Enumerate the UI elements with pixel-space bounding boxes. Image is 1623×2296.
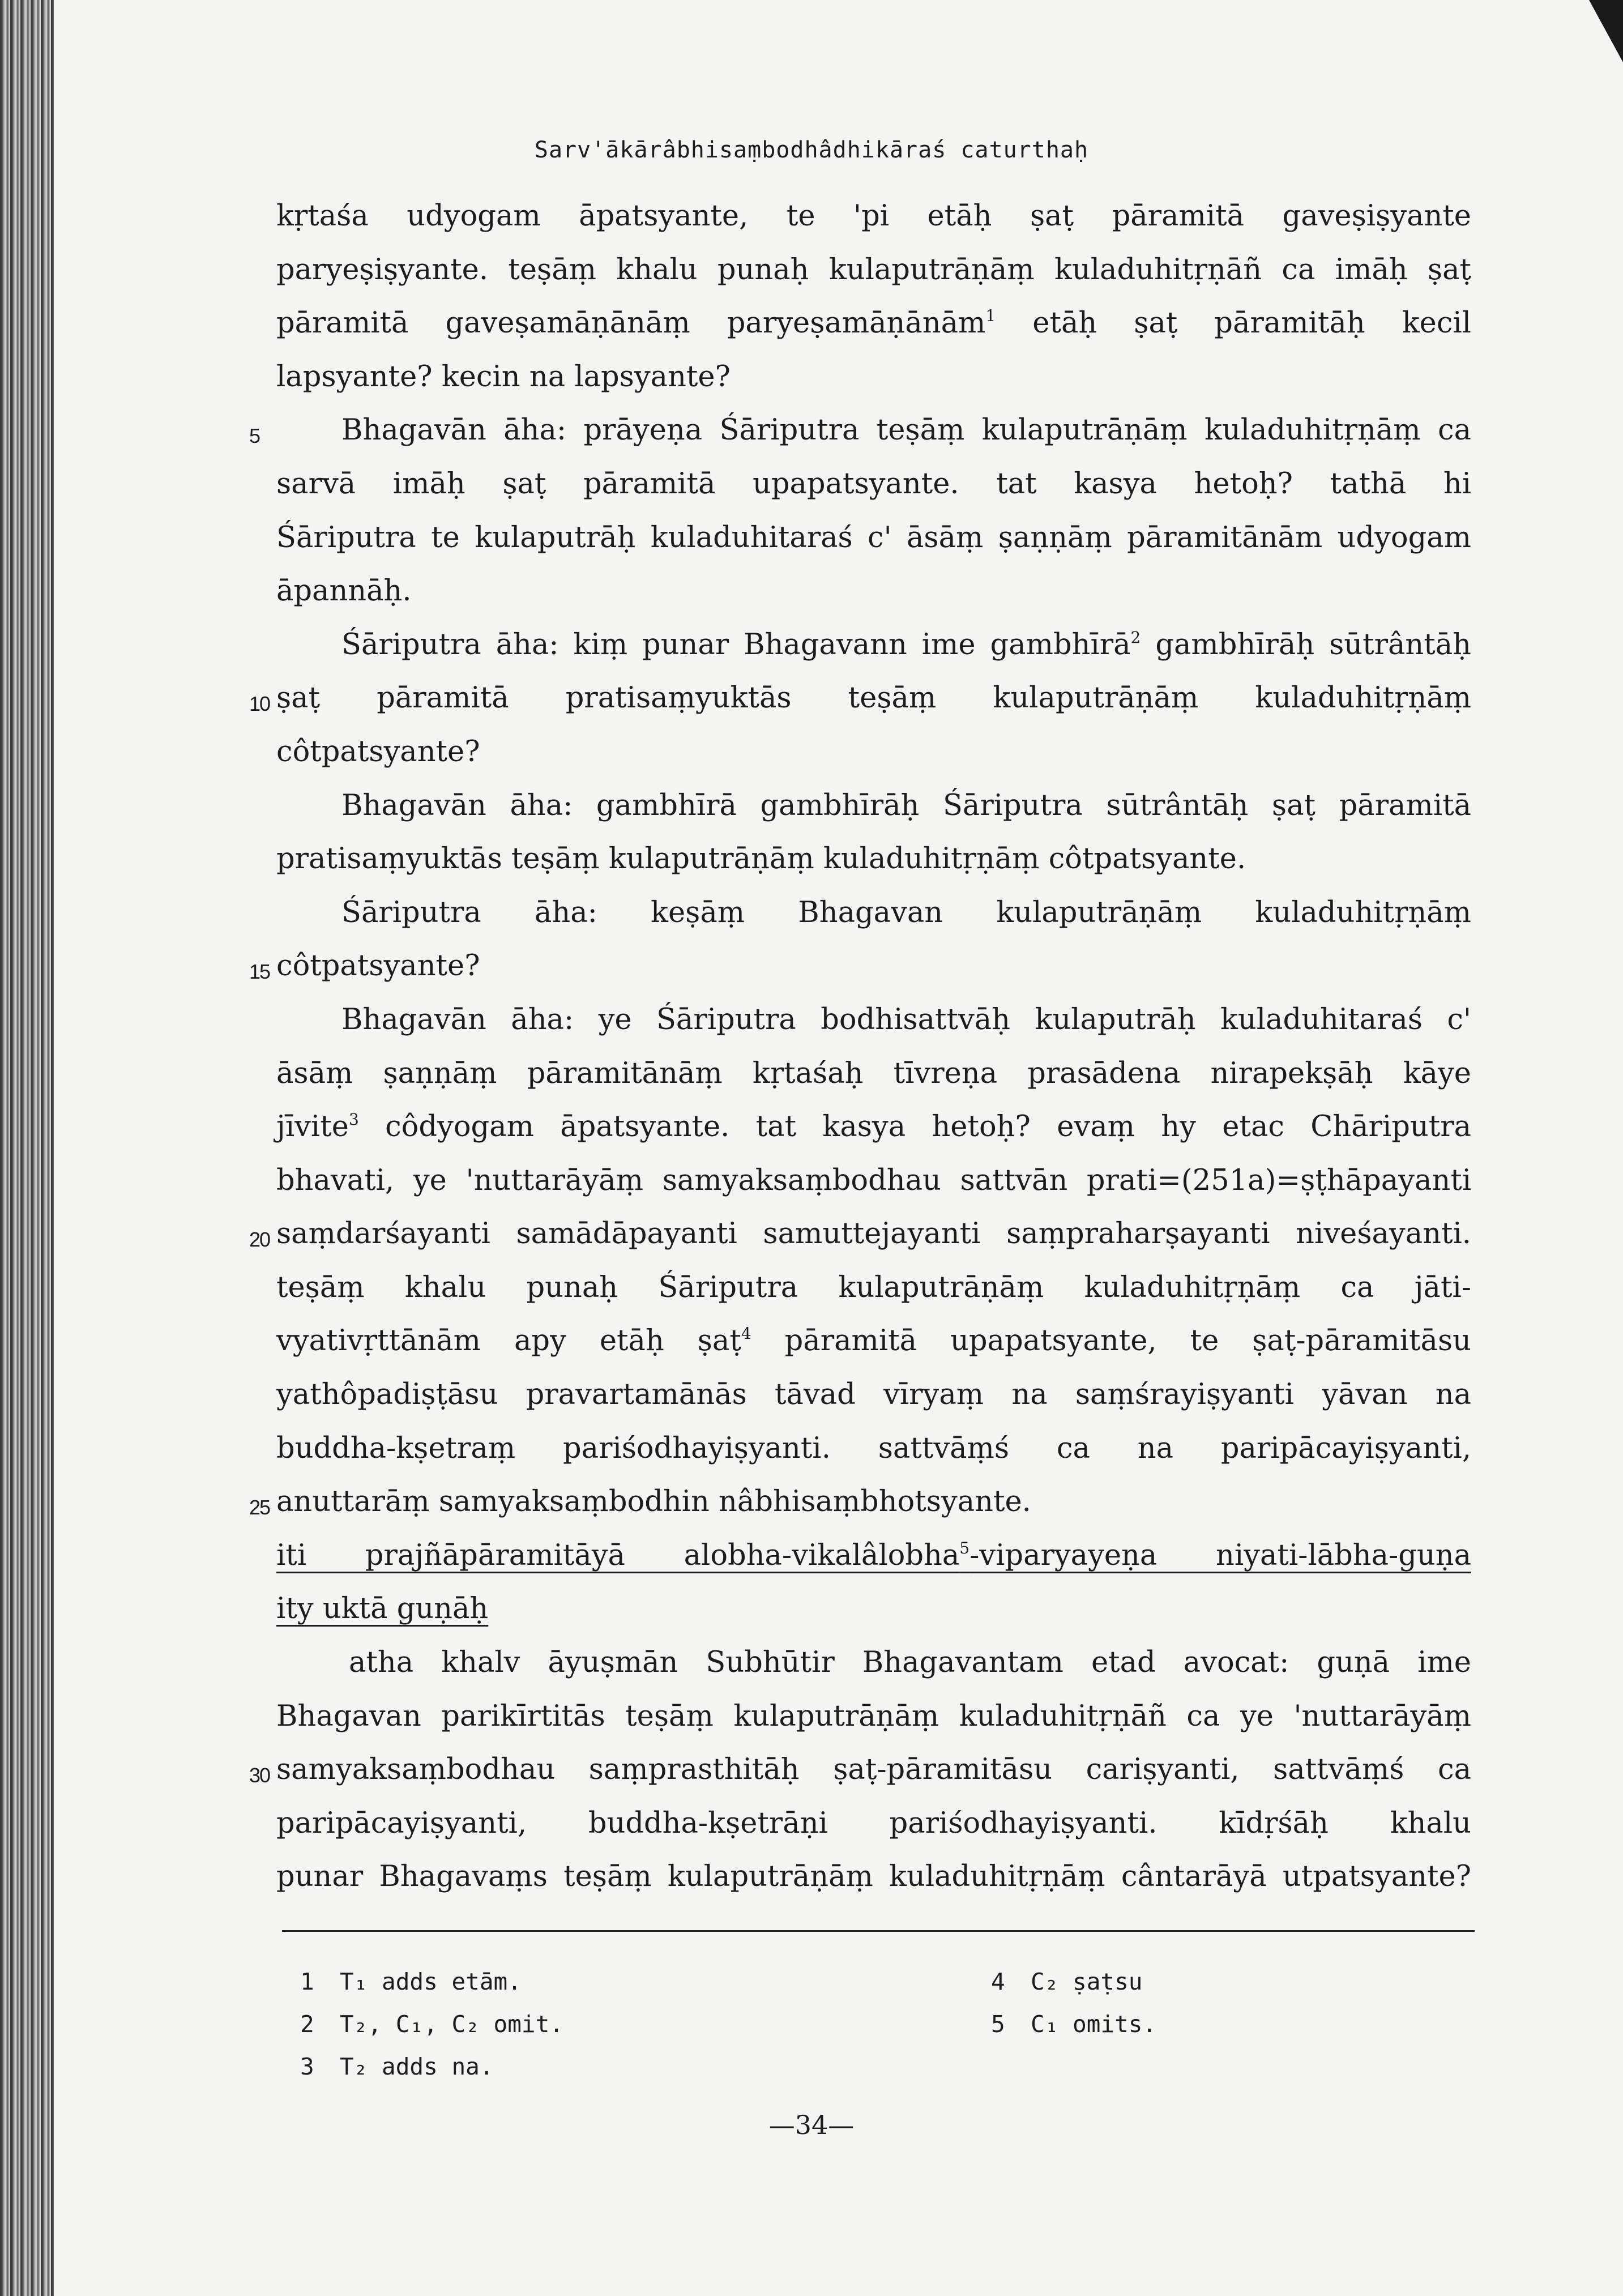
scan-binding-edge (0, 0, 54, 2296)
text-line (276, 565, 1471, 618)
footnote-divider (282, 1930, 1475, 1932)
text-line (276, 779, 1471, 833)
text-line (276, 1690, 1471, 1744)
line-number: 20 (249, 1228, 270, 1252)
line-text-cont: gambhīrāḥ sūtrântāḥ (1141, 628, 1471, 662)
line-text-cont: côdyogam āpatsyante. tat kasya hetoḥ? evaṃ hy etac Chāriputra (358, 1110, 1471, 1144)
line-text: Bhagavān āha: prāyeṇa Śāriputra teṣāṃ kulaputrāṇāṃ kuladuhitṛṇāṃ ca (341, 413, 1471, 447)
text-line (276, 190, 1471, 244)
text-line (249, 672, 1471, 725)
footnotes-left-column (300, 1961, 563, 2088)
line-text: saṃdarśayanti samādāpayanti samuttejayanti saṃpraharṣayanti niveśayanti. (276, 1217, 1471, 1251)
line-text: samyaksaṃbodhau saṃprasthitāḥ ṣaṭ-pāramitāsu cariṣyanti, sattvāṃś ca (276, 1753, 1471, 1787)
line-text: bhavati, ye 'nuttarāyāṃ samyaksaṃbodhau sattvān prati=(251a)=ṣṭhāpayanti (276, 1163, 1471, 1197)
footnote-ref: 1 (985, 306, 996, 326)
footnote-ref: 5 (959, 1538, 970, 1557)
text-line (276, 1315, 1471, 1368)
line-text: yathôpadiṣṭāsu pravartamānās tāvad vīryaṃ na saṃśrayiṣyanti yāvan na (276, 1378, 1471, 1412)
line-text: punar Bhagavaṃs teṣāṃ kulaputrāṇāṃ kuladuhitṛṇāṃ cântarāyā utpatsyante? (276, 1860, 1471, 1894)
line-text: Śāriputra te kulaputrāḥ kuladuhitaraś c' āsāṃ ṣaṇṇāṃ pāramitānām udyogam (276, 520, 1471, 554)
footnote (300, 2003, 563, 2046)
line-text: pratisaṃyuktās teṣāṃ kulaputrāṇāṃ kuladuhitṛṇāṃ côtpatsyante. (276, 842, 1246, 876)
text-line (249, 940, 1471, 993)
text-line (276, 833, 1471, 886)
line-text-cont: etāḥ ṣaṭ pāramitāḥ kecil (996, 306, 1471, 340)
line-text: côtpatsyante? (276, 949, 480, 983)
section-colophon-line (276, 1529, 1471, 1583)
line-text: āpannāḥ. (276, 574, 412, 608)
line-text: Bhagavān āha: ye Śāriputra bodhisattvāḥ kulaputrāḥ kuladuhitaraś c' (341, 1002, 1471, 1036)
line-number: 10 (249, 692, 270, 716)
footnote-number: 4 (991, 1968, 1005, 1995)
text-line (276, 1422, 1471, 1476)
page-number: —34— (768, 2110, 855, 2140)
text-line (276, 511, 1471, 565)
text-line (276, 1850, 1471, 1904)
line-text: teṣāṃ khalu punaḥ Śāriputra kulaputrāṇāṃ kuladuhitṛṇāṃ ca jāti- (276, 1270, 1471, 1304)
line-text: Śāriputra āha: keṣāṃ Bhagavan kulaputrāṇāṃ kuladuhitṛṇāṃ (341, 895, 1471, 929)
text-line (276, 1154, 1471, 1208)
line-text: anuttarāṃ samyaksaṃbodhin nâbhisaṃbhotsyante. (276, 1485, 1031, 1519)
footnote-text: T₂ adds na. (340, 2053, 494, 2080)
line-text: buddha-kṣetraṃ pariśodhayiṣyanti. sattvāṃś ca na paripācayiṣyanti, (276, 1431, 1471, 1465)
line-text-cont: pāramitā upapatsyante, te ṣaṭ-pāramitāsu (751, 1324, 1471, 1358)
footnote-number: 3 (300, 2053, 314, 2080)
footnote-number: 5 (991, 2011, 1005, 2038)
text-line (249, 1743, 1471, 1797)
line-text: kṛtaśa udyogam āpatsyante, te 'pi etāḥ ṣaṭ pāramitā gaveṣiṣyante (276, 199, 1471, 233)
line-text: Bhagavan parikīrtitās teṣāṃ kulaputrāṇāṃ kuladuhitṛṇāñ ca ye 'nuttarāyāṃ (276, 1699, 1471, 1733)
line-text: vyativṛttānām apy etāḥ ṣaṭ (276, 1324, 741, 1358)
line-text-cont: -viparyayeṇa niyati-lābha-guṇa (969, 1538, 1472, 1572)
footnote-number: 2 (300, 2011, 314, 2038)
text-line (276, 244, 1471, 297)
text-line (276, 1047, 1471, 1101)
text-line (249, 1475, 1471, 1529)
running-head: Sarv'ākārâbhisaṃbodhâdhikāraś caturthaḥ (534, 137, 1089, 163)
footnote (991, 1961, 1156, 2003)
text-line (276, 458, 1471, 511)
text-line (276, 886, 1471, 940)
footnote-ref: 4 (741, 1324, 751, 1343)
text-line (276, 1261, 1471, 1315)
footnote-ref: 3 (348, 1110, 359, 1129)
line-text: paryeṣiṣyante. teṣāṃ khalu punaḥ kulaputrāṇāṃ kuladuhitṛṇāñ ca imāḥ ṣaṭ (276, 253, 1471, 287)
line-number: 5 (249, 424, 260, 448)
text-line (276, 297, 1471, 351)
footnote-text: T₂, C₁, C₂ omit. (340, 2011, 563, 2038)
line-number: 15 (249, 960, 270, 984)
line-text: jīvite (276, 1110, 349, 1144)
line-text: paripācayiṣyanti, buddha-kṣetrāṇi pariśodhayiṣyanti. kīdṛśāḥ khalu (276, 1806, 1471, 1840)
scan-corner-mark (1589, 0, 1623, 62)
text-line (276, 618, 1471, 672)
line-text: āsāṃ ṣaṇṇāṃ pāramitānāṃ kṛtaśaḥ tīvreṇa prasādena nirapekṣāḥ kāye (276, 1056, 1471, 1090)
text-line (276, 1636, 1471, 1690)
line-text: Bhagavān āha: gambhīrā gambhīrāḥ Śāriputra sūtrântāḥ ṣaṭ pāramitā (341, 788, 1471, 822)
footnote-text: C₁ omits. (1031, 2011, 1157, 2038)
text-line (276, 1797, 1471, 1851)
footnotes-right-column (991, 1961, 1156, 2046)
footnote-ref: 2 (1130, 628, 1141, 647)
line-number: 25 (249, 1496, 270, 1520)
main-text (249, 190, 1472, 1904)
text-line (276, 725, 1471, 779)
text-line (276, 351, 1471, 404)
text-line (276, 993, 1471, 1047)
text-line (276, 1100, 1471, 1154)
line-text: Śāriputra āha: kiṃ punar Bhagavann ime gambhīrā (341, 628, 1131, 662)
line-text: iti prajñāpāramitāyā alobha-vikalâlobha (276, 1538, 960, 1572)
text-line (276, 1368, 1471, 1422)
text-line (249, 1207, 1471, 1261)
text-line (249, 404, 1471, 458)
footnote (300, 1961, 563, 2003)
section-colophon-line (276, 1582, 1471, 1636)
line-text: ity uktā guṇāḥ (276, 1592, 489, 1626)
footnote-text: T₁ adds etām. (340, 1968, 522, 1995)
footnote-number: 1 (300, 1968, 314, 1995)
line-text: atha khalv āyuṣmān Subhūtir Bhagavantam etad avocat: guṇā ime (349, 1646, 1471, 1680)
line-text: ṣaṭ pāramitā pratisaṃyuktās teṣāṃ kulaputrāṇāṃ kuladuhitṛṇāṃ (276, 681, 1471, 715)
line-text: pāramitā gaveṣamāṇānāṃ paryeṣamāṇānām (276, 306, 986, 340)
footnote (300, 2046, 563, 2088)
line-text: sarvā imāḥ ṣaṭ pāramitā upapatsyante. tat kasya hetoḥ? tathā hi (276, 467, 1471, 501)
footnote-text: C₂ ṣaṭsu (1031, 1968, 1143, 1995)
footnote (991, 2003, 1156, 2046)
line-number: 30 (249, 1764, 270, 1787)
line-text: côtpatsyante? (276, 735, 480, 769)
line-text: lapsyante? kecin na lapsyante? (276, 360, 731, 394)
